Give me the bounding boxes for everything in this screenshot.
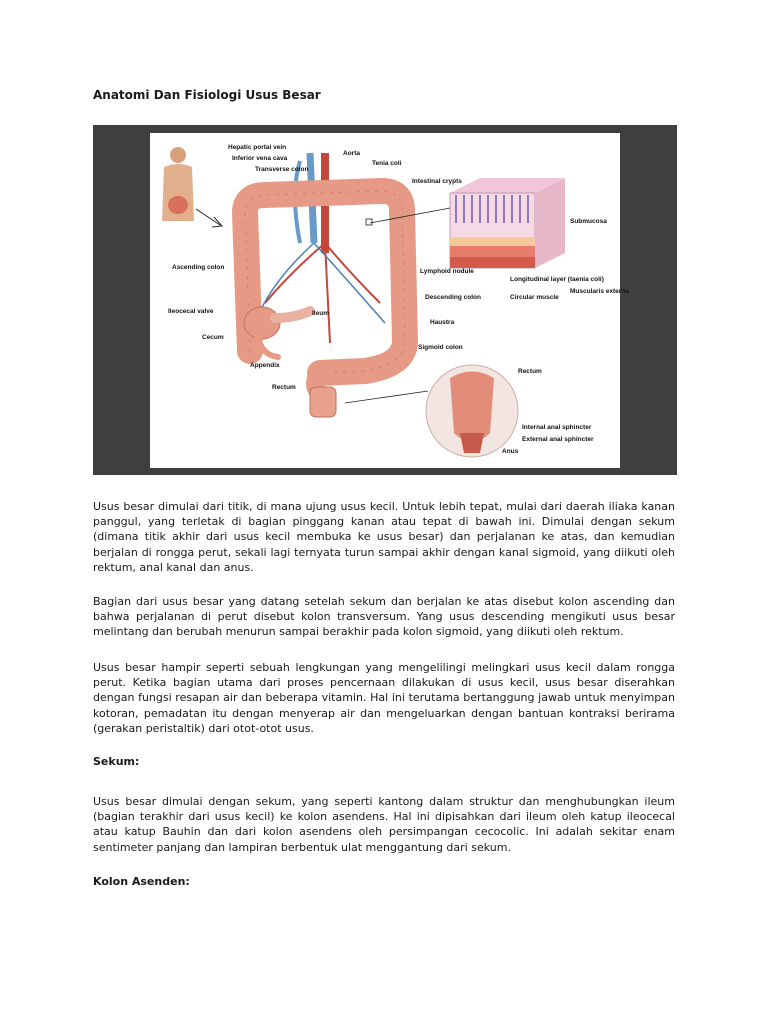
label-descending-colon: Descending colon <box>425 294 481 301</box>
label-cecum: Cecum <box>202 334 224 341</box>
label-ascending-colon: Ascending colon <box>172 264 225 271</box>
label-haustra: Haustra <box>430 319 455 326</box>
kolon-asenden-heading: Kolon Asenden: <box>93 875 190 888</box>
label-transverse-colon: Transverse colon <box>255 166 309 173</box>
label-tenia-coli: Tenia coli <box>372 160 402 167</box>
label-rectum: Rectum <box>272 384 296 391</box>
label-longitudinal-layer: Longitudinal layer (taenia coli) <box>510 276 604 283</box>
label-external-anal-sphincter: External anal sphincter <box>522 436 594 443</box>
label-ileum: Ileum <box>312 310 329 317</box>
label-submucosa: Submucosa <box>570 218 607 225</box>
label-ileocecal-valve: Ileocecal valve <box>168 308 214 315</box>
paragraph-1: Usus besar dimulai dari titik, di mana ujung usus kecil. Untuk lebih tepat, mulai dari daerah iliaka kanan panggul, yang terletak di bagian pinggang kanan atau tepat di bawah ini. Dimulai dengan sekum (dimana titik akhir dari usus kecil membuka ke usus besar) dan perjalanan ke atas, dan kemudian berjalan di rongga perut, sekali lagi ternyata turun sampai akhir dengan kanal sigmoid, yang diikuti oleh rektum, anal kanal dan anus. <box>93 500 675 574</box>
paragraph-3: Usus besar hampir seperti sebuah lengkungan yang mengelilingi melingkari usus kecil dalam rongga perut. Ketika bagian utama dari proses pencernaan dilakukan di usus kecil, usus besar diserahkan dengan fungsi resapan air dan beberapa vitamin. Hal ini terutama bertanggung jawab untuk menyimpan kotoran, pemadatan itu dengan menyerap air dan mengeluarkan dengan bantuan kontraksi berirama (gerakan peristaltik) dari otot-otot usus. <box>93 661 675 735</box>
wall-section-block <box>450 178 565 268</box>
label-muscularis-externa: Muscularis externa <box>570 288 629 295</box>
anatomy-figure <box>93 125 677 475</box>
label-anus: Anus <box>502 448 519 455</box>
label-intestinal-crypts: Intestinal crypts <box>412 178 462 185</box>
label-internal-anal-sphincter: Internal anal sphincter <box>522 424 592 431</box>
label-circular-muscle: Circular muscle <box>510 294 559 301</box>
document-title: Anatomi Dan Fisiologi Usus Besar <box>93 88 321 102</box>
sekum-heading: Sekum: <box>93 755 140 768</box>
label-aorta: Aorta <box>343 150 360 157</box>
label-hepatic-portal-vein: Hepatic portal vein <box>228 144 287 151</box>
large-intestine-diagram <box>150 133 629 468</box>
label-inferior-vena-cava: Inferior vena cava <box>232 155 288 162</box>
label-sigmoid-colon: Sigmoid colon <box>418 344 463 351</box>
sekum-paragraph: Usus besar dimulai dengan sekum, yang seperti kantong dalam struktur dan menghubungkan ileum (bagian terakhir dari usus kecil) ke kolon asendens. Hal ini dipisahkan dari ileum oleh katup ileocecal atau katup Bauhin dan dari kolon asendens oleh persimpangan cecocolic. Ini adalah sekitar enam sentimeter panjang dan lampiran berbentuk ulat menggantung dari sekum. <box>93 795 675 854</box>
label-rectum-inset: Rectum <box>518 368 542 375</box>
rectum-inset <box>426 365 518 457</box>
label-appendix: Appendix <box>250 362 280 369</box>
paragraph-2: Bagian dari usus besar yang datang setelah sekum dan berjalan ke atas disebut kolon ascending dan bahwa perjalanan di perut disebut kolon transversum. Yang usus descending mengikuti usus besar melintang dan berubah menurun sampai berakhir pada kolon sigmoid, yang diikuti oleh rektum. <box>93 595 675 639</box>
label-lymphoid-nodule: Lymphoid nodule <box>420 268 474 275</box>
